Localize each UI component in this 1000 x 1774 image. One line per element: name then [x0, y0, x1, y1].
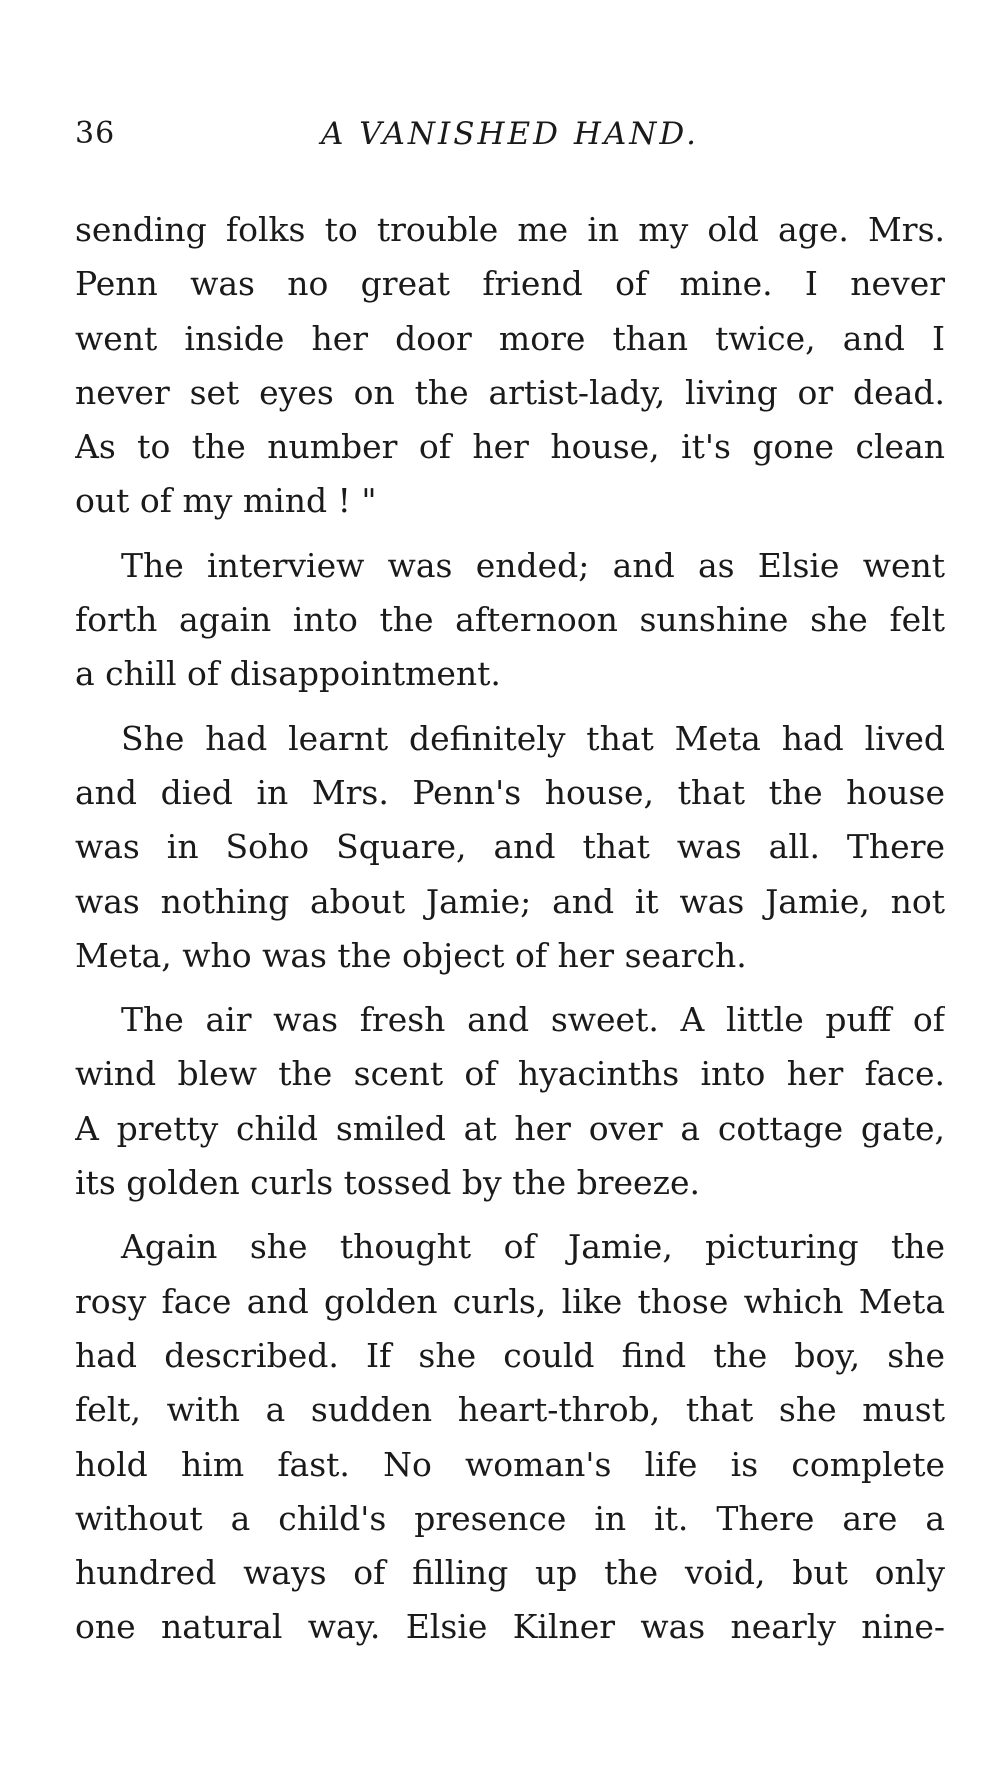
- text-line: As to the number of her house, it's gone clean: [75, 427, 945, 467]
- body-text: [75, 203, 945, 1655]
- text-line: The air was fresh and sweet. A little puff of: [121, 1000, 945, 1040]
- text-line: one natural way. Elsie Kilner was nearly nine-: [75, 1607, 945, 1647]
- text-line: Penn was no great friend of mine. I never: [75, 264, 945, 304]
- paragraph-3: [75, 712, 945, 983]
- text-line: its golden curls tossed by the breeze.: [75, 1163, 700, 1203]
- text-line: a chill of disappointment.: [75, 654, 501, 694]
- paragraph-4: [75, 993, 945, 1210]
- text-line: wind blew the scent of hyacinths into her face.: [75, 1054, 945, 1094]
- text-line: Meta, who was the object of her search.: [75, 935, 747, 975]
- paragraph-2: [75, 539, 945, 702]
- text-line: hundred ways of filling up the void, but only: [75, 1553, 945, 1593]
- text-line: without a child's presence in it. There are a: [75, 1498, 945, 1538]
- text-line: went inside her door more than twice, and I: [75, 318, 945, 358]
- text-line: felt, with a sudden heart-throb, that she must: [75, 1390, 945, 1430]
- paragraph-5: [75, 1220, 945, 1654]
- text-line: rosy face and golden curls, like those which Meta: [75, 1281, 945, 1321]
- text-line: A pretty child smiled at her over a cottage gate,: [75, 1108, 945, 1148]
- running-head: [75, 116, 945, 166]
- text-line: Again she thought of Jamie, picturing the: [121, 1227, 945, 1267]
- text-line: forth again into the afternoon sunshine she felt: [75, 600, 945, 640]
- text-line: The interview was ended; and as Elsie went: [121, 545, 945, 585]
- text-line: had described. If she could find the boy, she: [75, 1335, 945, 1375]
- text-line: out of my mind ! ": [75, 481, 377, 521]
- text-line: She had learnt definitely that Meta had lived: [121, 718, 945, 758]
- running-title: A VANISHED HAND.: [320, 116, 700, 152]
- text-line: was in Soho Square, and that was all. There: [75, 827, 945, 867]
- text-line: was nothing about Jamie; and it was Jamie, not: [75, 881, 945, 921]
- text-line: hold him fast. No woman's life is complete: [75, 1444, 945, 1484]
- text-line: sending folks to trouble me in my old age. Mrs.: [75, 210, 945, 249]
- paragraph-1: [75, 203, 945, 529]
- page-number: 36: [75, 116, 116, 151]
- text-line: and died in Mrs. Penn's house, that the house: [75, 772, 945, 812]
- text-line: never set eyes on the artist-lady, living or dead.: [75, 372, 945, 412]
